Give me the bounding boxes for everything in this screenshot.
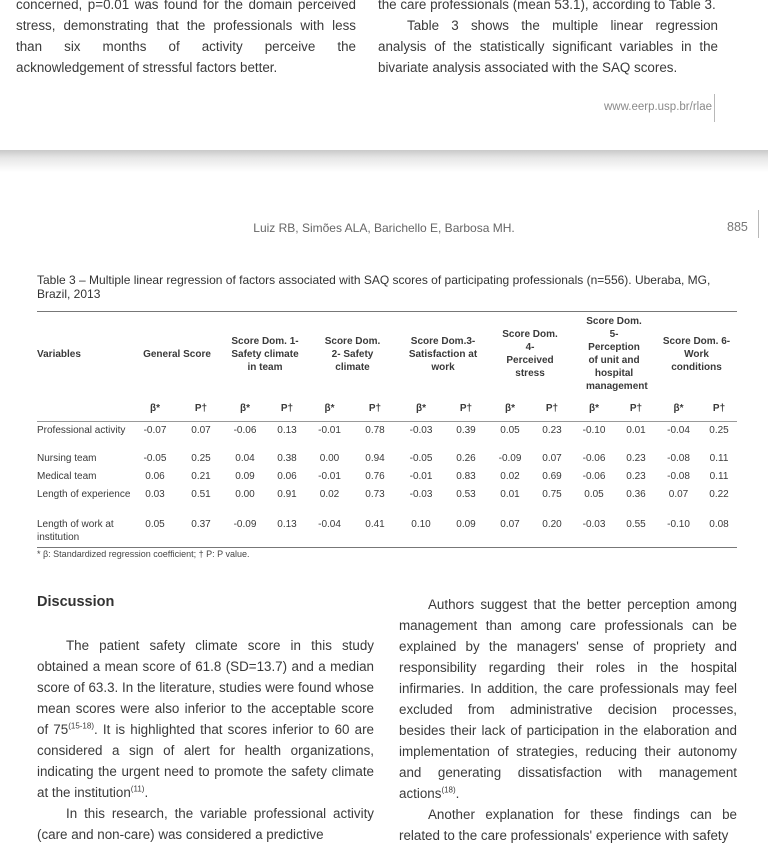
table-cell: -0.01 (318, 425, 341, 436)
p-header: P† (444, 396, 488, 422)
paragraph (399, 594, 737, 804)
table-cell: -0.08 (667, 471, 690, 482)
p-header: P† (179, 396, 223, 422)
paragraph: In this research, the variable professional activity (care and non-care) was considered a predictive (37, 806, 374, 842)
beta-header: β* (398, 396, 444, 422)
beta-header: β* (656, 396, 701, 422)
table-cell: 0.07 (542, 453, 562, 464)
table-cell: 0.23 (626, 453, 646, 464)
table-cell: -0.04 (667, 425, 690, 436)
p-header: P† (616, 396, 656, 422)
table-cell: 0.36 (626, 489, 646, 500)
table-cell: 0.41 (352, 517, 398, 548)
table-cell: 0.55 (616, 517, 656, 548)
table-cell: 0.83 (456, 471, 476, 482)
table-cell: 0.13 (277, 425, 297, 436)
table-cell: 0.20 (532, 517, 572, 548)
table-cell: 0.13 (267, 517, 307, 548)
table-cell: 0.25 (709, 425, 729, 436)
table-cell: 0.00 (319, 453, 340, 464)
table-cell: 0.23 (626, 471, 646, 482)
page-number: 885 (727, 220, 748, 234)
column-group-header: Score Dom. 1- Safety climate in team (223, 312, 307, 397)
table-caption: Table 3 – Multiple linear regression of factors associated with SAQ scores of participating professionals (n=556). Uberaba, MG, Brazil, 2013 (37, 273, 711, 301)
regression-table (37, 311, 737, 548)
table-footnote: * β: Standardized regression coefficient; † P: P value. (37, 549, 250, 559)
table-cell: 0.94 (365, 453, 385, 464)
table-cell: -0.01 (409, 471, 433, 482)
column-group-header: Score Dom.3- Satisfaction at work (398, 312, 488, 397)
table-cell: -0.06 (582, 471, 606, 482)
table-cell: 0.69 (542, 471, 562, 482)
section-heading: Discussion (37, 594, 115, 610)
table-cell: 0.06 (277, 471, 297, 482)
table-cell: 0.09 (235, 471, 255, 482)
table-cell: 0.00 (235, 489, 255, 500)
table-row (37, 488, 737, 517)
table-cell: 0.05 (131, 517, 179, 548)
p-header: P† (352, 396, 398, 422)
beta-header: β* (488, 396, 532, 422)
table-cell: 0.26 (456, 453, 476, 464)
table-cell: 0.02 (500, 471, 520, 482)
text-run: The patient safety climate score in this study obtained a mean score of 61.8 (SD=13.7) and a median score of 63.3. In the literature, studies were found whose mean scores were also inferior to the acceptable score of 75 (37, 638, 374, 737)
table-cell: 0.08 (701, 517, 737, 548)
table-row (37, 517, 737, 548)
paragraph: concerned, p=0.01 was found for the domain perceived stress, demonstrating that the professionals with less than six months of activity perceive the acknowledgement of stressful factors better. (16, 0, 356, 75)
table-cell: -0.05 (409, 453, 433, 464)
table-cell: 0.21 (191, 471, 211, 482)
paragraph (37, 635, 374, 803)
table-cell: 0.37 (179, 517, 223, 548)
discussion-right-column (399, 594, 737, 846)
table-cell: -0.03 (572, 517, 616, 548)
table-cell: -0.06 (582, 453, 606, 464)
table-cell: -0.09 (498, 453, 522, 464)
text-run: . (144, 785, 149, 800)
journal-url[interactable]: www.eerp.usp.br/rlae (603, 101, 712, 113)
p-header: P† (532, 396, 572, 422)
beta-header: β* (572, 396, 616, 422)
table-cell: 0.22 (709, 489, 729, 500)
column-group-header: General Score (131, 312, 223, 397)
column-group-header: Score Dom. 4- Perceived stress (488, 312, 572, 397)
table-cell: 0.11 (709, 453, 729, 464)
column-group-header: Score Dom. 5- Perception of unit and hospital management (572, 312, 656, 397)
beta-header: β* (307, 396, 352, 422)
table-cell: -0.10 (582, 425, 606, 436)
text-run: . (455, 786, 460, 801)
page-separator (0, 150, 768, 172)
beta-header: β* (131, 396, 179, 422)
table-cell: 0.07 (488, 517, 532, 548)
table-cell: 0.78 (365, 425, 385, 436)
blank-cell (37, 396, 131, 422)
table-cell: -0.06 (233, 425, 257, 436)
table-cell: 0.75 (542, 489, 562, 500)
table-row (37, 422, 737, 453)
table-cell: -0.10 (656, 517, 701, 548)
table-cell: 0.03 (145, 489, 165, 500)
divider (714, 94, 715, 122)
table-cell: -0.03 (409, 425, 433, 436)
text-run: . It is highlighted that scores inferior to 60 are considered a sign of alert for health organizations, indicating the urgent need to promote the safety climate at the institution (37, 722, 374, 800)
beta-header: β* (223, 396, 267, 422)
table-cell: 0.07 (668, 489, 689, 500)
running-header-authors: Luiz RB, Simões ALA, Barichello E, Barbosa MH. (253, 221, 515, 235)
table-cell: 0.02 (319, 489, 340, 500)
column-group-header: Score Dom. 6- Work conditions (656, 312, 737, 397)
p-header: P† (267, 396, 307, 422)
row-label: Nursing team (37, 453, 97, 464)
table-cell: 0.38 (277, 453, 297, 464)
table-cell: 0.01 (500, 489, 520, 500)
variables-header: Variables (37, 312, 131, 397)
table-cell: 0.76 (365, 471, 385, 482)
table-cell: 0.51 (191, 489, 211, 500)
row-label: Length of experience (37, 489, 131, 500)
table-cell: 0.04 (235, 453, 255, 464)
p-header: P† (701, 396, 737, 422)
previous-page-left-column (16, 0, 356, 78)
table-cell: 0.23 (542, 425, 562, 436)
previous-page-right-column (378, 0, 718, 78)
table-cell: 0.73 (365, 489, 385, 500)
table-cell: -0.01 (318, 471, 341, 482)
table-row (37, 452, 737, 470)
table-cell: -0.03 (409, 489, 433, 500)
table-cell: 0.25 (191, 453, 211, 464)
table-cell: 0.05 (584, 489, 604, 500)
table-cell: 0.01 (626, 425, 646, 436)
table-cell: 0.05 (500, 425, 520, 436)
paragraph: the care professionals (mean 53.1), according to Table 3. (378, 0, 716, 12)
citation[interactable]: (15-18) (68, 721, 94, 731)
table-cell: 0.11 (709, 471, 729, 482)
text-run: Authors suggest that the better perception among management than among care professionals can be explained by the managers' sense of propriety and responsibility regarding their roles in the hospital infirmaries. In addition, the care professionals may feel excluded from administrative decision processes, besides their lack of participation in the elaboration and implementation of strategies, reducing their autonomy and generating dissatisfaction with management actions (399, 597, 737, 801)
divider (758, 210, 759, 238)
row-label: Professional activity (37, 425, 126, 436)
table-cell: 0.53 (456, 489, 476, 500)
table-cell: 0.91 (277, 489, 297, 500)
citation[interactable]: (11) (130, 784, 145, 794)
table-cell: 0.39 (456, 425, 476, 436)
table-cell: -0.04 (307, 517, 352, 548)
table-cell: 0.09 (444, 517, 488, 548)
row-label: Medical team (37, 471, 97, 482)
table-cell: 0.06 (145, 471, 165, 482)
table-cell: 0.07 (191, 425, 211, 436)
table-cell: 0.10 (398, 517, 444, 548)
table-cell: -0.08 (667, 453, 690, 464)
paragraph: Another explanation for these findings can be related to the care professionals' experience with safety (399, 807, 737, 843)
table-cell: -0.07 (143, 425, 167, 436)
paragraph: Table 3 shows the multiple linear regression analysis of the statistically significant variables in the bivariate analysis associated with the SAQ scores. (378, 18, 718, 75)
column-group-header: Score Dom. 2- Safety climate (307, 312, 398, 397)
table-cell: -0.09 (223, 517, 267, 548)
table-row (37, 470, 737, 488)
discussion-left-column (37, 635, 374, 845)
table-cell: -0.05 (143, 453, 167, 464)
row-label: Length of work at institution (37, 517, 131, 548)
citation[interactable]: (18) (441, 785, 456, 795)
